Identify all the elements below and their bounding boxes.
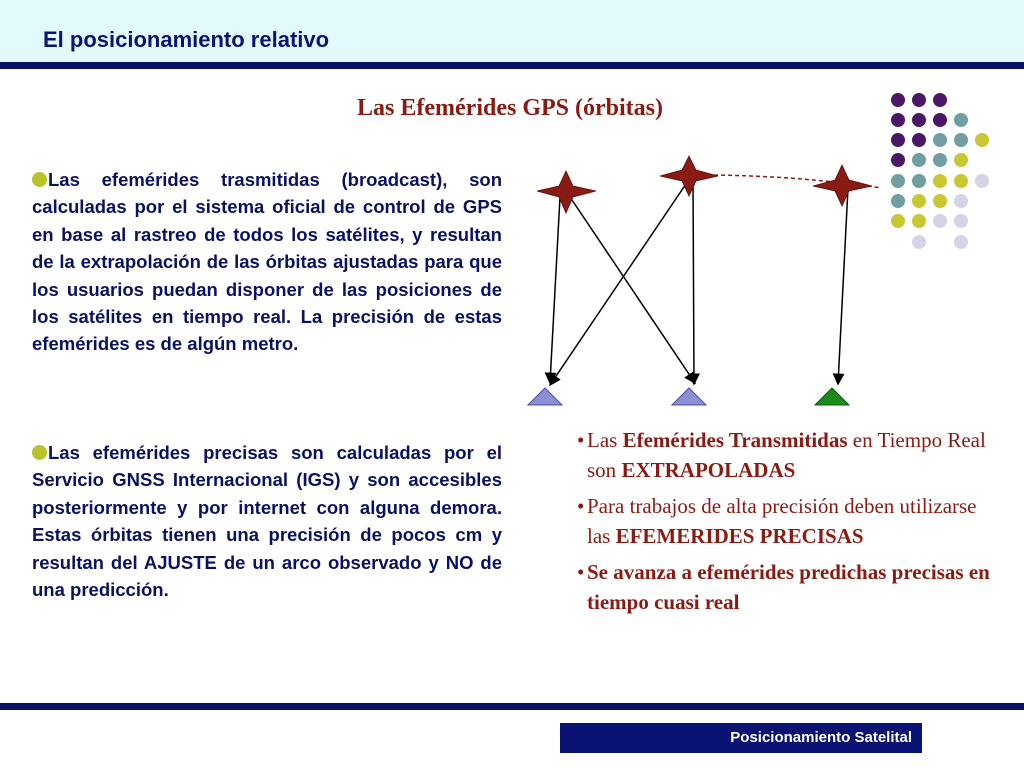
header-title: El posicionamiento relativo [43,27,330,52]
note-bullet: • [577,560,585,584]
note-item [577,425,997,485]
note-bullet: • [577,494,585,518]
signal-line [570,197,695,383]
slide-title: Las Efemérides GPS (órbitas) [357,95,663,121]
paragraph-broadcast [32,166,502,358]
satellite-icon [660,156,718,196]
signal-line [550,178,690,385]
signal-line [693,180,694,384]
receiver-icon [815,388,849,405]
bullet-dot-icon [32,445,47,460]
note-text: Las [587,428,623,452]
note-text: en Tiempo Real son [587,428,986,482]
paragraph-precise [32,439,502,603]
note-text: Para trabajos de alta precisión deben utilizarse las [587,494,977,548]
footer-badge: Posicionamiento Satelital [560,723,922,753]
decorative-dot-grid [880,88,1000,258]
paragraph-broadcast-text: Las efemérides trasmitidas (broadcast), son calculadas por el sistema oficial de control de GPS en base al rastreo de todos los satélites, y resultan de la extrapolación de las órbitas ajustadas para que los usuarios puedan disponer de las posiciones de los satélites en tiempo real. La precisión de estas efemérides es de algún metro. [32,169,502,355]
footer-rule [0,703,1024,710]
receiver-icon [672,388,706,405]
satellite-diagram [520,150,880,410]
note-emphasis: EFEMERIDES PRECISAS [615,524,864,548]
note-item [577,557,997,617]
satellite-icon [813,165,872,206]
signal-line [550,197,560,383]
signal-line [838,188,848,384]
note-emphasis: Efemérides Transmitidas [622,428,848,452]
paragraph-precise-text: Las efemérides precisas son calculadas por el Servicio GNSS Internacional (IGS) y son accesibles posteriormente y por internet con alguna demora. Estas órbitas tienen una precisión de pocos cm y resultan del AJUSTE de un arco observado y NO de una predicción. [32,442,502,601]
notes-list [577,425,997,623]
header-rule [0,62,1024,69]
bullet-dot-icon [32,172,47,187]
note-emphasis: Se avanza a efemérides predichas precisas en tiempo cuasi real [587,560,990,614]
note-bullet: • [577,428,585,452]
receiver-icon [528,388,562,405]
satellite-icon [537,171,596,213]
note-item [577,491,997,551]
note-emphasis: EXTRAPOLADAS [621,458,796,482]
